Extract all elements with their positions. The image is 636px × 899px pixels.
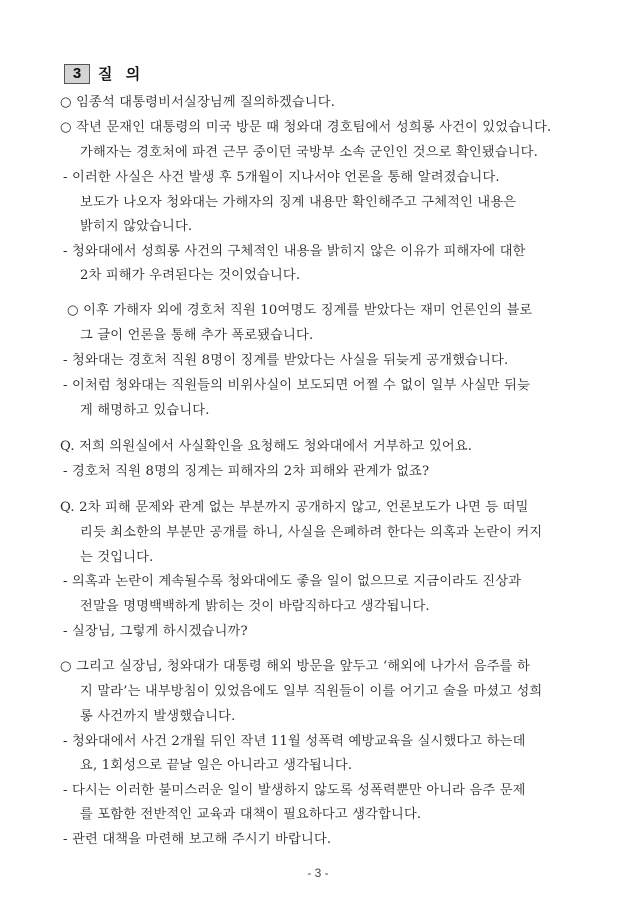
text-line: 게 해명하고 있습니다. <box>80 403 210 418</box>
text-line: - 이러한 사실은 사건 발생 후 5개월이 지나서야 언론을 통해 알려졌습니다. <box>63 170 500 185</box>
text-line: 는 것입니다. <box>80 550 154 565</box>
text-line: 2차 피해가 우려된다는 것이었습니다. <box>80 268 301 283</box>
text-line: - 청와대에서 성희롱 사건의 구체적인 내용을 밝히지 않은 이유가 피해자에 대한 <box>63 244 526 259</box>
text-line: Q. 2차 피해 문제와 관계 없는 부분까지 공개하지 않고, 언론보도가 나면 등 떠밀 <box>60 500 529 515</box>
section-heading <box>64 63 144 84</box>
text-line: - 관련 대책을 마련해 보고해 주시기 바랍니다. <box>63 832 332 847</box>
text-line: 전말을 명명백백하게 밝히는 것이 바람직하다고 생각됩니다. <box>80 599 430 614</box>
text-line: - 다시는 이러한 불미스러운 일이 발생하지 않도록 성폭력뿐만 아니라 음주 문제 <box>63 783 526 798</box>
text-line: ○ 그리고 실장님, 청와대가 대통령 해외 방문을 앞두고 ‘해외에 나가서 음주를 하 <box>60 659 530 674</box>
text-line: 그 글이 언론을 통해 추가 폭로됐습니다. <box>80 328 314 343</box>
text-line: ○ 작년 문재인 대통령의 미국 방문 때 청와대 경호팀에서 성희롱 사건이 있었습니다. <box>60 120 552 135</box>
text-line: 보도가 나오자 청와대는 가해자의 징계 내용만 확인해주고 구체적인 내용은 <box>80 195 517 210</box>
text-line: 가해자는 경호처에 파견 근무 중이던 국방부 소속 군인인 것으로 확인됐습니다. <box>80 145 538 160</box>
text-line: - 청와대는 경호처 직원 8명이 징계를 받았다는 사실을 뒤늦게 공개했습니다. <box>63 353 509 368</box>
text-line: 요, 1회성으로 끝날 일은 아니라고 생각됩니다. <box>80 758 353 773</box>
text-line: - 청와대에서 사건 2개월 뒤인 작년 11월 성폭력 예방교육을 실시했다고 하는데 <box>63 734 526 749</box>
text-line: 롱 사건까지 발생했습니다. <box>80 709 236 724</box>
text-line: 밝히지 않았습니다. <box>80 219 193 234</box>
text-line: - 실장님, 그렇게 하시겠습니까? <box>63 624 248 639</box>
text-line: - 의혹과 논란이 계속될수록 청와대에도 좋을 일이 없으므로 지금이라도 진상과 <box>63 574 522 589</box>
text-line: ○ 임종석 대통령비서실장님께 질의하겠습니다. <box>60 95 336 110</box>
text-line: Q. 저희 의원실에서 사실확인을 요청해도 청와대에서 거부하고 있어요. <box>60 439 473 454</box>
text-line: 지 말라’는 내부방침이 있었음에도 일부 직원들이 이를 어기고 술을 마셨고 성희 <box>80 684 543 699</box>
section-number-box: 3 <box>64 64 90 84</box>
section-title: 질 의 <box>98 65 145 83</box>
text-line: - 이처럼 청와대는 직원들의 비위사실이 보도되면 어쩔 수 없이 일부 사실만 뒤늦 <box>63 378 531 393</box>
text-line: 를 포함한 전반적인 교육과 대책이 필요하다고 생각합니다. <box>80 807 422 822</box>
text-line: 리듯 최소한의 부분만 공개를 하니, 사실을 은폐하려 한다는 의혹과 논란이 커지 <box>80 525 543 540</box>
text-line: ○ 이후 가해자 외에 경호처 직원 10여명도 징계를 받았다는 재미 언론인의 블로 <box>67 303 533 318</box>
text-line: - 경호처 직원 8명의 징계는 피해자의 2차 피해와 관계가 없죠? <box>63 464 430 479</box>
page-number: - 3 - <box>307 866 329 880</box>
